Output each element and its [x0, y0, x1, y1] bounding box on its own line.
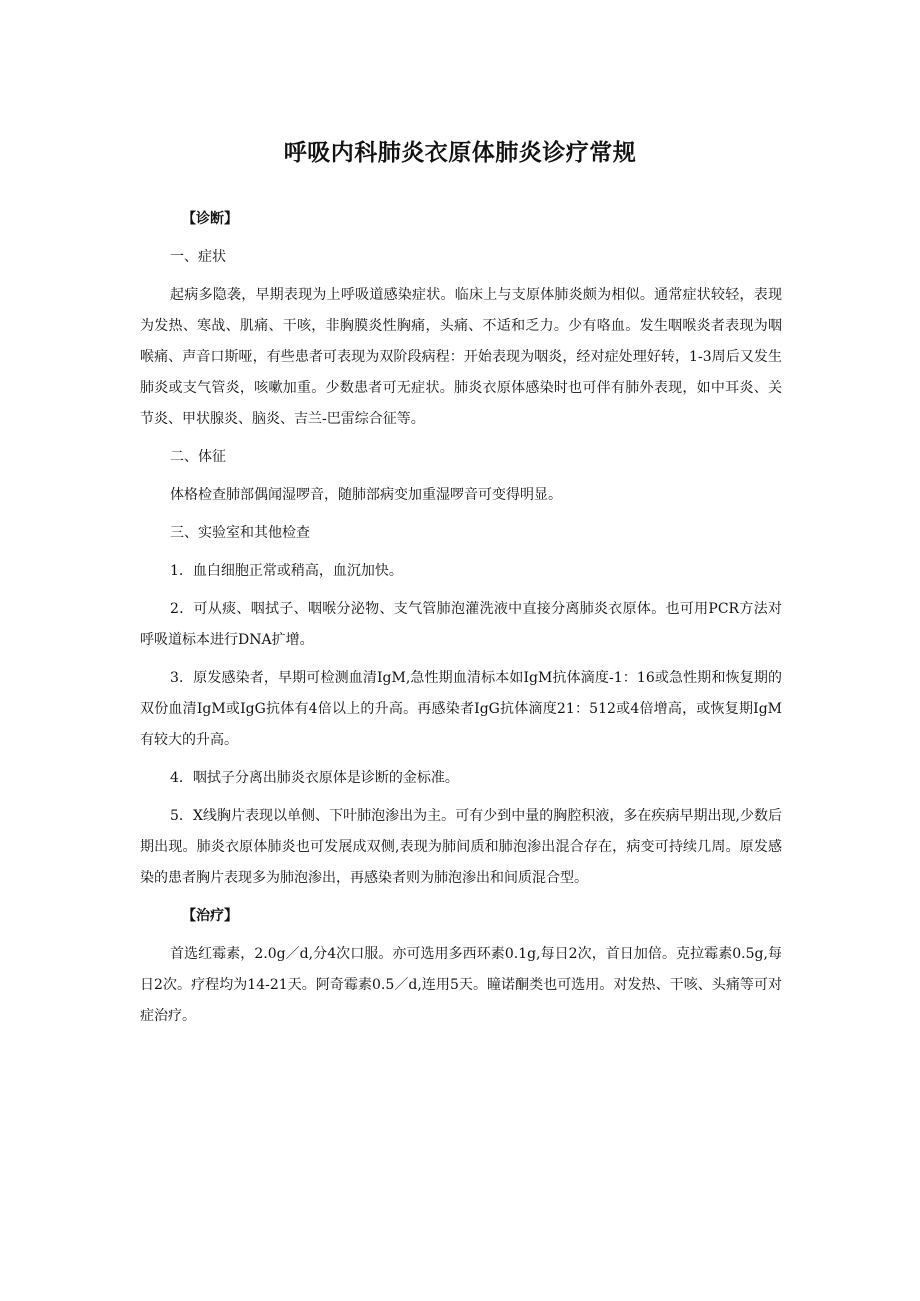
lab-item-5	[140, 801, 782, 894]
diagnosis-heading: 【诊断】	[182, 211, 238, 227]
treatment-heading: 【治疗】	[182, 908, 238, 924]
lab-item-4	[140, 763, 782, 794]
lab-item-text: ．血白细胞正常或稍高，血沉加快。	[178, 563, 403, 579]
lab-item-number: 4	[170, 770, 179, 786]
lab-item-number: 3	[170, 670, 179, 686]
lab-item-2	[140, 594, 782, 656]
lab-item-3	[140, 663, 782, 756]
lab-item-text: ．X线胸片表现以单侧、下叶肺泡渗出为主。可有少到中量的胸腔积液，多在疾病早期出现,少数后期出现。肺炎衣原体肺炎也可发展成双侧,表现为肺间质和肺泡渗出混合存在，病变可持续几周。原发感染的患者胸片表现多为肺泡渗出，再感染者则为肺泡渗出和间质混合型。	[140, 808, 782, 886]
lab-item-number: 1	[170, 563, 179, 579]
lab-item-text: ．原发感染者，早期可检测血清IgM,急性期血清标本如IgM抗体滴度-1：16或急性期和恢复期的双份血清IgM或IgG抗体有4倍以上的升高。再感染者IgG抗体滴度21：512或4倍增高，或恢复期IgM有较大的升高。	[140, 670, 782, 748]
lab-item-text: ．咽拭子分离出肺炎衣原体是诊断的金标准。	[178, 770, 459, 786]
symptoms-subheading: 一、症状	[170, 249, 226, 265]
lab-subheading: 三、实验室和其他检查	[170, 525, 310, 541]
lab-item-number: 5	[170, 808, 179, 824]
treatment-paragraph: 首选红霉素，2.0g／d,分4次口服。亦可选用多西环素0.1g,每日2次，首日加倍。克拉霉素0.5g,每日2次。疗程均为14-21天。阿奇霉素0.5／d,连用5天。瞳诺酮类也可选用。对发热、干咳、头痛等可对症治疗。	[140, 946, 782, 1024]
signs-subheading: 二、体征	[170, 449, 226, 465]
lab-item-text: ．可从痰、咽拭子、咽喉分泌物、支气管肺泡灌洗液中直接分离肺炎衣原体。也可用PCR方法对呼吸道标本进行DNA扩增。	[140, 601, 782, 648]
lab-item-number: 2	[170, 601, 179, 617]
document-title: 呼吸内科肺炎衣原体肺炎诊疗常规	[283, 140, 637, 167]
document-body	[140, 204, 782, 1032]
lab-item-1	[140, 556, 782, 587]
signs-paragraph: 体格检查肺部偶闻湿啰音，随肺部病变加重湿啰音可变得明显。	[170, 487, 562, 503]
symptoms-paragraph: 起病多隐袭，早期表现为上呼吸道感染症状。临床上与支原体肺炎颇为相似。通常症状较轻，表现为发热、寒战、肌痛、干咳，非胸膜炎性胸痛，头痛、不适和乏力。少有咯血。发生咽喉炎者表现为咽喉痛、声音口斯哑，有些患者可表现为双阶段病程：开始表现为咽炎，经对症处理好转，1-3周后又发生肺炎或支气管炎，咳嗽加重。少数患者可无症状。肺炎衣原体感染时也可伴有肺外表现，如中耳炎、关节炎、甲状腺炎、脑炎、吉兰-巴雷综合征等。	[140, 287, 782, 427]
